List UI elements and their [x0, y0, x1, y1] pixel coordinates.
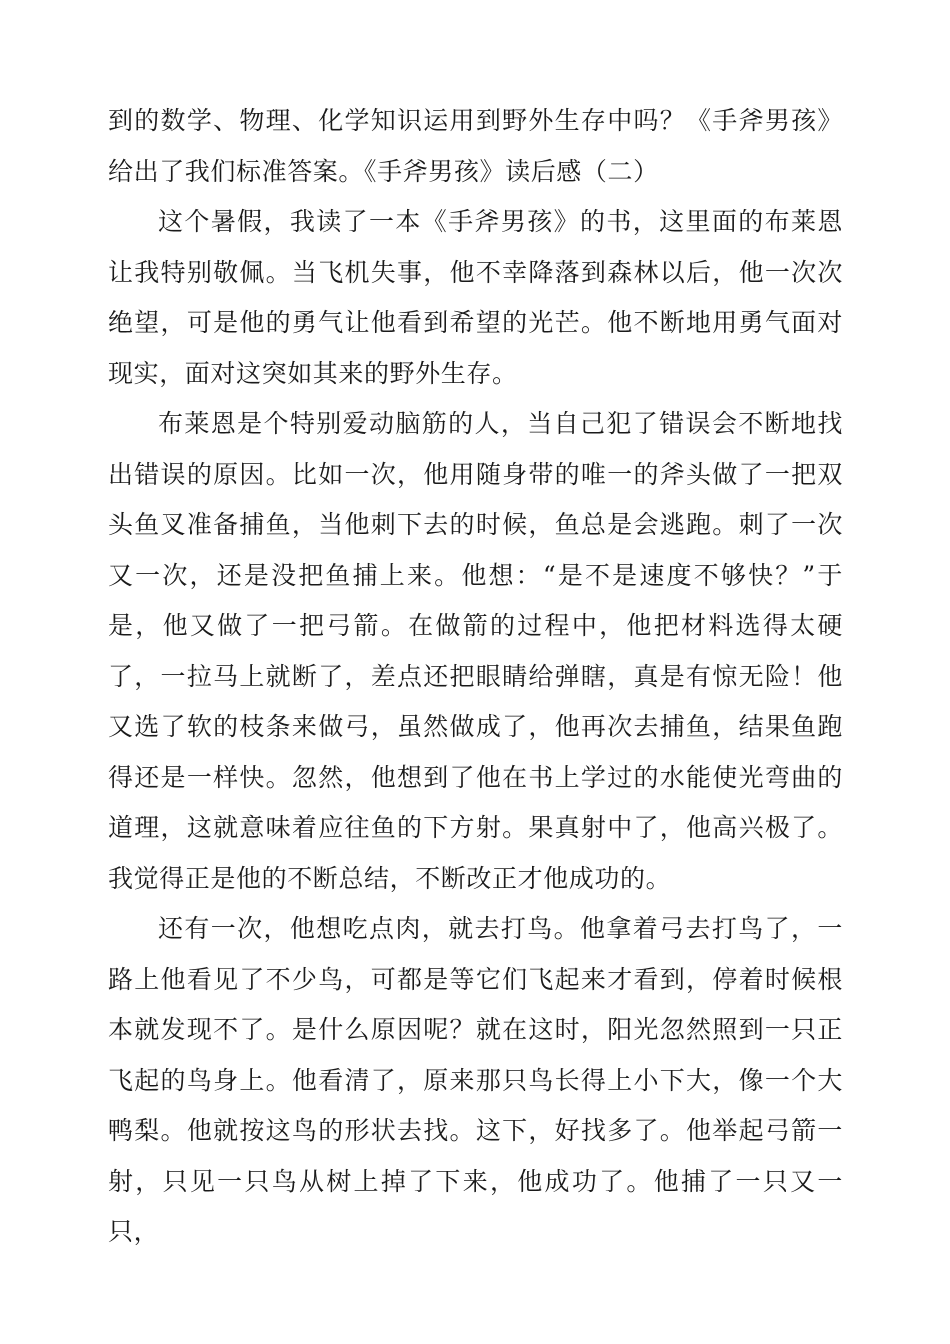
- document-body: [108, 96, 843, 1258]
- paragraph-summer-reading: 这个暑假，我读了一本《手斧男孩》的书，这里面的布莱恩让我特别敬佩。当飞机失事，他不幸降落到森林以后，他一次次绝望，可是他的勇气让他看到希望的光芒。他不断地用勇气面对现实，面对这突如其来的野外生存。: [108, 207, 843, 388]
- paragraph-fishing: 布莱恩是个特别爱动脑筋的人，当自己犯了错误会不断地找出错误的原因。比如一次，他用随身带的唯一的斧头做了一把双头鱼叉准备捕鱼，当他刺下去的时候，鱼总是会逃跑。刺了一次又一次，还是没把鱼捕上来。他想：“是不是速度不够快？”于是，他又做了一把弓箭。在做箭的过程中，他把材料选得太硬了，一拉马上就断了，差点还把眼睛给弹瞎，真是有惊无险！他又选了软的枝条来做弓，虽然做成了，他再次去捕鱼，结果鱼跑得还是一样快。忽然，他想到了他在书上学过的水能使光弯曲的道理，这就意味着应往鱼的下方射。果真射中了，他高兴极了。我觉得正是他的不断总结，不断改正才他成功的。: [108, 409, 843, 893]
- paragraph-continuation: 到的数学、物理、化学知识运用到野外生存中吗？《手斧男孩》给出了我们标准答案。《手斧男孩》读后感（二）: [108, 106, 843, 186]
- paragraph-bird-hunting: 还有一次，他想吃点肉，就去打鸟。他拿着弓去打鸟了，一路上他看见了不少鸟，可都是等它们飞起来才看到，停着时候根本就发现不了。是什么原因呢？就在这时，阳光忽然照到一只正飞起的鸟身上。他看清了，原来那只鸟长得上小下大，像一个大鸭梨。他就按这鸟的形状去找。这下，好找多了。他举起弓箭一射，只见一只鸟从树上掉了下来，他成功了。他捕了一只又一只，: [108, 914, 843, 1246]
